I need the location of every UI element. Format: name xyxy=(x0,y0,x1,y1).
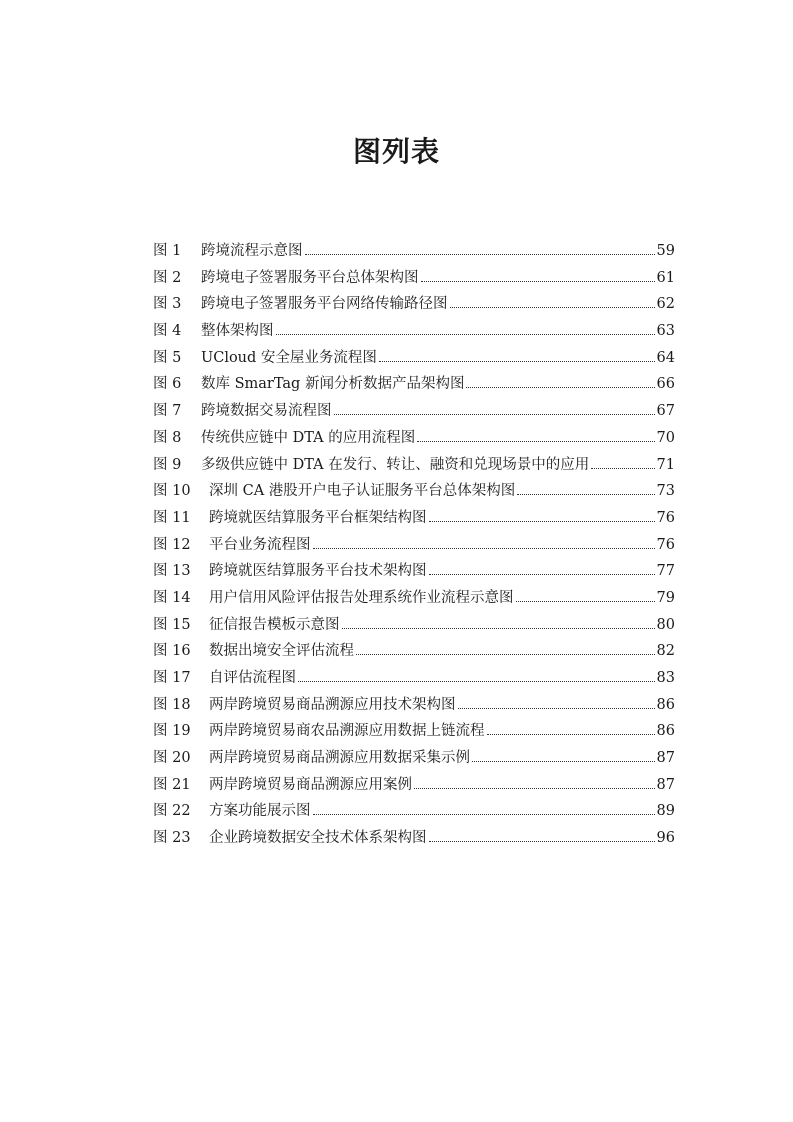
toc-entry[interactable] xyxy=(153,772,675,799)
page-number: 83 xyxy=(656,670,675,686)
toc-entry[interactable] xyxy=(153,291,675,318)
figure-number: 图 7 xyxy=(153,403,182,420)
page-number: 79 xyxy=(656,589,675,606)
toc-entry[interactable] xyxy=(153,265,675,292)
figure-title: 用户信用风险评估报告处理系统作业流程示意图 xyxy=(209,589,514,606)
page-number: 73 xyxy=(656,483,675,500)
figure-title: 多级供应链中 DTA 在发行、转让、融资和兑现场景中的应用 xyxy=(201,456,590,473)
dot-leader xyxy=(342,628,655,629)
figure-title: 传统供应链中 DTA 的应用流程图 xyxy=(201,429,416,446)
toc-entry[interactable] xyxy=(153,692,675,719)
figure-number: 图 11 xyxy=(153,509,191,526)
figure-number: 图 9 xyxy=(153,456,182,473)
dot-leader xyxy=(458,708,655,709)
figure-title: 跨境流程示意图 xyxy=(201,243,303,259)
toc-entry[interactable] xyxy=(153,425,675,452)
dot-leader xyxy=(429,841,655,842)
figure-title: 跨境电子签署服务平台网络传输路径图 xyxy=(201,296,448,313)
dot-leader xyxy=(429,521,655,522)
page-number: 63 xyxy=(656,323,675,340)
figure-number: 图 1 xyxy=(153,243,182,259)
figure-title: 自评估流程图 xyxy=(209,670,296,686)
figure-title: 深圳 CA 港股开户电子认证服务平台总体架构图 xyxy=(209,483,516,500)
figure-title: 两岸跨境贸易商品溯源应用数据采集示例 xyxy=(209,750,470,767)
dot-leader xyxy=(379,361,655,362)
figure-title: 数库 SmarTag 新闻分析数据产品架构图 xyxy=(201,376,465,393)
dot-leader xyxy=(313,814,655,815)
page-number: 76 xyxy=(656,536,675,553)
dot-leader xyxy=(417,441,654,442)
figure-number: 图 14 xyxy=(153,589,191,606)
figure-number: 图 8 xyxy=(153,429,182,446)
figure-number: 图 20 xyxy=(153,750,191,767)
dot-leader xyxy=(276,334,655,335)
dot-leader xyxy=(516,601,655,602)
toc-entry[interactable] xyxy=(153,238,675,265)
figure-title: 跨境电子签署服务平台总体架构图 xyxy=(201,269,419,286)
page-number: 71 xyxy=(656,456,675,473)
page-number: 87 xyxy=(656,776,675,793)
figure-title: 整体架构图 xyxy=(201,323,274,340)
toc-entry[interactable] xyxy=(153,798,675,825)
dot-leader xyxy=(305,254,655,255)
toc-entry[interactable] xyxy=(153,478,675,505)
figure-title: 企业跨境数据安全技术体系架构图 xyxy=(209,830,427,847)
toc-entry[interactable] xyxy=(153,371,675,398)
figure-number: 图 16 xyxy=(153,643,191,660)
toc-entry[interactable] xyxy=(153,532,675,559)
toc-entry[interactable] xyxy=(153,718,675,745)
dot-leader xyxy=(450,307,655,308)
toc-entry[interactable] xyxy=(153,505,675,532)
page-number: 96 xyxy=(656,830,675,847)
figure-number: 图 17 xyxy=(153,670,191,686)
figure-number: 图 19 xyxy=(153,723,191,740)
toc-entry[interactable] xyxy=(153,638,675,665)
dot-leader xyxy=(487,734,655,735)
figure-number: 图 15 xyxy=(153,616,191,633)
figure-title: 平台业务流程图 xyxy=(209,536,311,553)
figure-number: 图 18 xyxy=(153,696,191,713)
dot-leader xyxy=(517,494,654,495)
toc-entry[interactable] xyxy=(153,745,675,772)
page-number: 82 xyxy=(656,643,675,660)
dot-leader xyxy=(466,387,654,388)
figure-title: 跨境就医结算服务平台框架结构图 xyxy=(209,509,427,526)
figure-number: 图 3 xyxy=(153,296,182,313)
figure-title: 跨境数据交易流程图 xyxy=(201,403,332,420)
toc-entry[interactable] xyxy=(153,345,675,372)
dot-leader xyxy=(356,654,655,655)
dot-leader xyxy=(414,788,655,789)
dot-leader xyxy=(313,548,655,549)
page-number: 87 xyxy=(656,750,675,767)
page-number: 86 xyxy=(656,696,675,713)
toc-entry[interactable] xyxy=(153,398,675,425)
figure-number: 图 21 xyxy=(153,776,191,793)
figure-title: UCloud 安全屋业务流程图 xyxy=(201,349,377,366)
toc-entry[interactable] xyxy=(153,452,675,479)
dot-leader xyxy=(421,281,655,282)
toc-entry[interactable] xyxy=(153,585,675,612)
figure-title: 征信报告模板示意图 xyxy=(209,616,340,633)
page-number: 67 xyxy=(656,403,675,420)
page-number: 80 xyxy=(656,616,675,633)
dot-leader xyxy=(429,574,655,575)
page-title: 图列表 xyxy=(352,135,440,168)
figure-title: 方案功能展示图 xyxy=(209,803,311,820)
figure-number: 图 6 xyxy=(153,376,182,393)
toc-entry[interactable] xyxy=(153,318,675,345)
figure-number: 图 22 xyxy=(153,803,191,820)
dot-leader xyxy=(298,681,655,682)
page-number: 59 xyxy=(656,243,675,259)
dot-leader xyxy=(472,761,655,762)
figure-list xyxy=(153,238,675,852)
page-number: 66 xyxy=(656,376,675,393)
page-number: 77 xyxy=(656,563,675,580)
figure-number: 图 2 xyxy=(153,269,182,286)
figure-title: 两岸跨境贸易商品溯源应用技术架构图 xyxy=(209,696,456,713)
figure-number: 图 5 xyxy=(153,349,182,366)
toc-entry[interactable] xyxy=(153,612,675,639)
dot-leader xyxy=(334,414,655,415)
figure-number: 图 12 xyxy=(153,536,191,553)
page-number: 62 xyxy=(656,296,675,313)
page-number: 76 xyxy=(656,509,675,526)
figure-title: 数据出境安全评估流程 xyxy=(209,643,354,660)
figure-number: 图 10 xyxy=(153,483,191,500)
toc-entry[interactable] xyxy=(153,825,675,852)
toc-entry[interactable] xyxy=(153,665,675,692)
page-number: 64 xyxy=(656,349,675,366)
figure-number: 图 13 xyxy=(153,563,191,580)
page-number: 89 xyxy=(656,803,675,820)
page-number: 61 xyxy=(656,269,675,286)
dot-leader xyxy=(591,468,654,469)
page-number: 86 xyxy=(656,723,675,740)
figure-title: 两岸跨境贸易商品溯源应用案例 xyxy=(209,776,412,793)
figure-title: 跨境就医结算服务平台技术架构图 xyxy=(209,563,427,580)
figure-number: 图 4 xyxy=(153,323,182,340)
toc-entry[interactable] xyxy=(153,558,675,585)
figure-title: 两岸跨境贸易商农品溯源应用数据上链流程 xyxy=(209,723,485,740)
page-number: 70 xyxy=(656,429,675,446)
figure-number: 图 23 xyxy=(153,830,191,847)
